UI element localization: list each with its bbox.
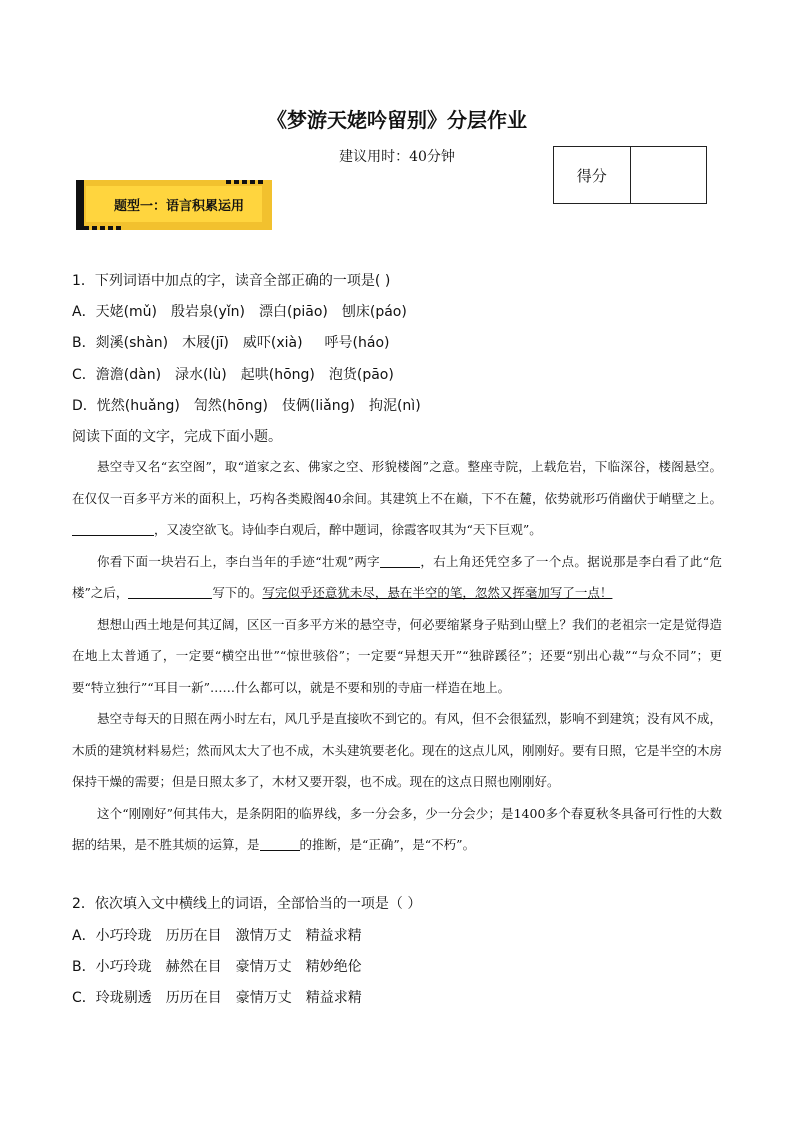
q1-stem: 1．下列词语中加点的字，读音全部正确的一项是( )	[72, 273, 391, 289]
q2-option-a[interactable]	[72, 925, 376, 945]
option-item: A．小巧玲珑	[72, 928, 152, 944]
option-item: 历历在目	[165, 990, 222, 1006]
option-item: 泡货(pāo)	[328, 367, 394, 383]
passage-paragraph: 悬空寺每天的日照在两小时左右，风几乎是直接吹不到它的。有风，但不会很猛烈，影响不到建筑；没有风不成，木质的建筑材料易烂；然而风太大了也不成，木头建筑要老化。现在的这点儿风，刚刚好。要有日照，它是半空的木房保持干燥的需要；但是日照太多了，木材又要开裂，也不成。现在的这点日照也刚刚好。	[72, 711, 723, 789]
banner-dots-top	[226, 180, 266, 184]
page-title: 《梦游天姥吟留别》分层作业	[267, 108, 527, 132]
option-item: 漂白(piāo)	[259, 304, 328, 320]
score-box	[553, 146, 707, 204]
option-item: 豪情万丈	[235, 959, 292, 975]
answer-blank[interactable]	[260, 838, 300, 852]
option-item: 木屐(jī)	[182, 335, 229, 351]
option-item: D．恍然(huǎng)	[72, 398, 180, 414]
option-item: 起哄(hōng)	[240, 367, 315, 383]
option-item: 訇然(hōng)	[193, 398, 268, 414]
option-item: B．小巧玲珑	[72, 959, 152, 975]
option-item: 赫然在目	[165, 959, 222, 975]
option-item: 精益求精	[305, 990, 362, 1006]
suggested-time: 建议用时：40分钟	[339, 149, 455, 165]
banner-label: 题型一：语言积累运用	[86, 186, 262, 222]
answer-blank[interactable]	[72, 523, 154, 537]
option-item: 刨床(páo)	[341, 304, 407, 320]
option-item: 豪情万丈	[235, 990, 292, 1006]
option-item: B．剡溪(shàn)	[72, 335, 169, 351]
section-banner	[76, 180, 272, 230]
q2-stem: 2．依次填入文中横线上的词语，全部恰当的一项是（ ）	[72, 896, 422, 912]
option-item: 渌水(lù)	[175, 367, 227, 383]
q1-option-d[interactable]	[72, 395, 435, 415]
answer-blank[interactable]	[128, 586, 212, 600]
option-item: 精妙绝伦	[305, 959, 362, 975]
passage-paragraph: 这个“刚刚好”何其伟大，是条阴阳的临界线，多一分会多，少一分会少；是1400多个春夏秋冬具备可行性的大数据的结果，是不胜其烦的运算，是 的推断，是“正确”，是“不朽”。	[72, 805, 722, 852]
reading-intro: 阅读下面的文字，完成下面小题。	[72, 429, 282, 445]
q2-option-b[interactable]	[72, 956, 376, 976]
option-item: 威吓(xià)	[242, 335, 303, 351]
score-label: 得分	[576, 166, 607, 185]
q2-option-c[interactable]	[72, 987, 376, 1007]
q1-option-a[interactable]	[72, 301, 421, 321]
underlined-sentence: 写完似乎还意犹未尽，悬在半空的笔，忽然又挥毫加写了一点！	[262, 585, 613, 600]
option-item: 精益求精	[305, 928, 362, 944]
passage-paragraph: 想想山西土地是何其辽阔，区区一百多平方米的悬空寺，何必要缩紧身子贴到山壁上？我们的老祖宗一定是觉得造在地上太普通了，一定要“横空出世”“惊世骇俗”；一定要“异想天开”“独辟蹊径”；还要“别出心裁”“与众不同”；更要“特立独行”“耳目一新”……什么都可以，就是不要和别的寺庙一样造在地上。	[72, 616, 723, 695]
option-item: 历历在目	[165, 928, 222, 944]
passage-paragraph: 你看下面一块岩石上，李白当年的手迹“壮观”两字 ，右上角还凭空多了一个点。据说那是李白看了此“危楼”之后， 写下的。写完似乎还意犹未尽，悬在半空的笔，忽然又挥毫加写了一点！	[72, 553, 722, 600]
option-item: C．玲珑剔透	[72, 990, 152, 1006]
option-item: 拘泥(nì)	[368, 398, 421, 414]
banner-accent-bar	[76, 180, 84, 230]
passage-paragraph: 悬空寺又名“玄空阁”，取“道家之玄、佛家之空、形貌楼阁”之意。整座寺院，上载危岩，下临深谷，楼阁悬空。在仅仅一百多平方米的面积上，巧构各类殿阁40余间。其建筑上不在巅，下不在麓，依势就形巧俏幽伏于峭壁之上。，又凌空欲飞。诗仙李白观后，醉中题词，徐霞客叹其为“天下巨观”。	[72, 459, 722, 537]
option-item: C．澹澹(dàn)	[72, 367, 162, 383]
banner-dots	[84, 226, 124, 230]
passage	[72, 451, 722, 861]
option-item: A．天姥(mǔ)	[72, 304, 158, 320]
q1-option-c[interactable]	[72, 364, 408, 384]
option-item: 呼号(háo)	[324, 335, 390, 351]
answer-blank[interactable]	[380, 554, 420, 568]
score-value[interactable]	[630, 147, 707, 203]
q1-option-b[interactable]	[72, 332, 404, 352]
option-item: 殷岩泉(yǐn)	[171, 304, 245, 320]
option-item: 激情万丈	[235, 928, 292, 944]
option-item: 伎俩(liǎng)	[281, 398, 355, 414]
